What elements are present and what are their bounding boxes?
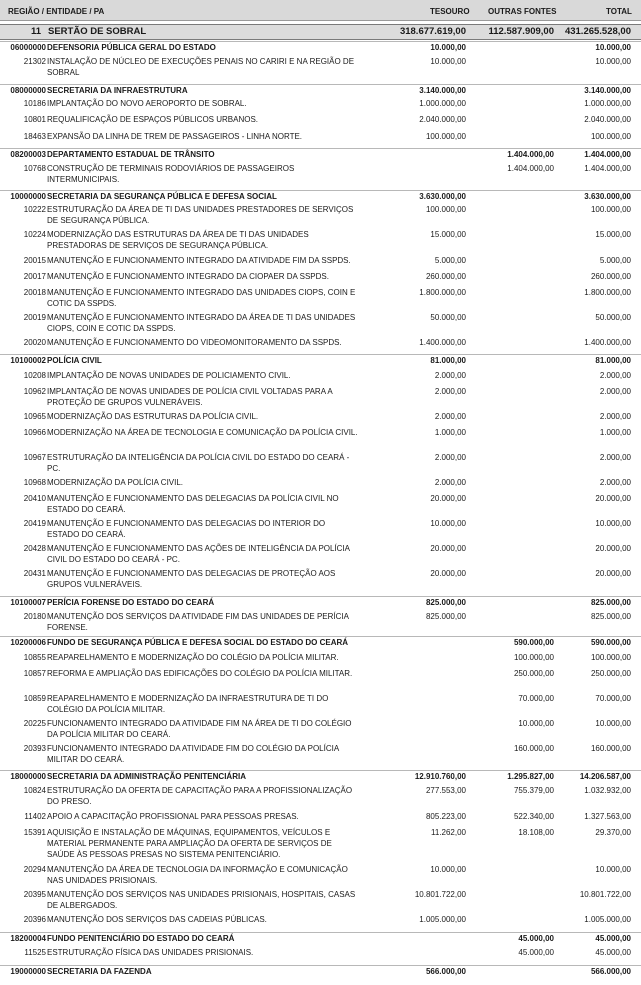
row-code: 08200003 xyxy=(10,150,46,159)
row-code: 20428 xyxy=(23,544,46,553)
row-code: 20410 xyxy=(23,494,46,503)
entity-row xyxy=(0,41,641,52)
entity-row xyxy=(0,190,641,201)
row-total: 100.000,00 xyxy=(590,205,631,214)
row-code: 20393 xyxy=(23,744,46,753)
row-total: 10.000,00 xyxy=(595,719,631,728)
row-total: 3.140.000,00 xyxy=(584,86,631,95)
row-tesouro: 2.000,00 xyxy=(434,478,466,487)
row-outras: 522.340,00 xyxy=(513,812,554,821)
row-code: 20020 xyxy=(23,338,46,347)
row-code: 10000000 xyxy=(10,192,46,201)
row-outras: 18.108,00 xyxy=(518,828,554,837)
row-total: 100.000,00 xyxy=(590,653,631,662)
region-code: 11 xyxy=(31,26,42,37)
row-name: REAPARELHAMENTO E MODERNIZAÇÃO DA INFRAESTRUTURA DE TI DO COLÉGIO DA POLÍCIA MILITAR. xyxy=(47,694,329,714)
row-tesouro: 5.000,00 xyxy=(434,256,466,265)
row-total: 1.400.000,00 xyxy=(584,338,631,347)
row-code: 10200006 xyxy=(10,638,46,647)
row-code: 10100002 xyxy=(10,356,46,365)
row-total: 14.206.587,00 xyxy=(579,772,631,781)
row-name: ESTRUTURAÇÃO FÍSICA DAS UNIDADES PRISIONAIS. xyxy=(47,948,254,957)
row-tesouro: 12.910.760,00 xyxy=(414,772,466,781)
row-tesouro: 11.262,00 xyxy=(431,828,466,837)
row-outras: 1.295.827,00 xyxy=(507,772,554,781)
row-total: 2.000,00 xyxy=(599,387,631,396)
row-total: 81.000,00 xyxy=(595,356,631,365)
row-tesouro: 100.000,00 xyxy=(425,205,466,214)
row-name: MANUTENÇÃO E FUNCIONAMENTO INTEGRADO DAS UNIDADES CIOPS, COIN E COTIC DA SSPDS. xyxy=(47,288,356,308)
entity-row xyxy=(0,932,641,943)
row-code: 10824 xyxy=(23,786,46,795)
row-code: 10966 xyxy=(23,428,46,437)
row-name: MANUTENÇÃO DOS SERVIÇOS DA ATIVIDADE FIM DAS UNIDADES DE PERÍCIA FORENSE. xyxy=(47,612,349,632)
row-total: 50.000,00 xyxy=(595,313,631,322)
row-total: 10.000,00 xyxy=(595,865,631,874)
entity-row xyxy=(0,354,641,365)
row-outras: 70.000,00 xyxy=(518,694,554,703)
row-total: 1.005.000,00 xyxy=(584,915,631,924)
row-code: 10968 xyxy=(23,478,46,487)
row-name: CONSTRUÇÃO DE TERMINAIS RODOVIÁRIOS DE PASSAGEIROS INTERMUNICIPAIS. xyxy=(47,164,295,184)
row-tesouro: 566.000,00 xyxy=(425,967,466,976)
row-name: MODERNIZAÇÃO NA ÁREA DE TECNOLOGIA E COMUNICAÇÃO DA POLÍCIA CIVIL. xyxy=(47,428,358,437)
row-tesouro: 2.000,00 xyxy=(434,387,466,396)
row-name: MANUTENÇÃO E FUNCIONAMENTO INTEGRADO DA CIOPAER DA SSPDS. xyxy=(47,272,329,281)
row-name: INSTALAÇÃO DE NÚCLEO DE EXECUÇÕES PENAIS NO CARIRI E NA REGIÃO DE SOBRAL xyxy=(47,57,355,77)
row-code: 20019 xyxy=(23,313,46,322)
row-name: IMPLANTAÇÃO DE NOVAS UNIDADES DE POLÍCIA CIVIL VOLTADAS PARA A PROTEÇÃO DE GRUPOS VULNERÁVEIS. xyxy=(47,387,333,407)
row-outras: 45.000,00 xyxy=(518,948,554,957)
row-name: SECRETARIA DA ADMINISTRAÇÃO PENITENCIÁRIA xyxy=(47,772,246,781)
region-total: 431.265.528,00 xyxy=(564,26,631,37)
row-tesouro: 2.000,00 xyxy=(434,453,466,462)
row-total: 5.000,00 xyxy=(599,256,631,265)
row-total: 20.000,00 xyxy=(595,569,631,578)
row-outras: 1.404.000,00 xyxy=(507,164,554,173)
row-name: MANUTENÇÃO E FUNCIONAMENTO DO VIDEOMONITORAMENTO DA SSPDS. xyxy=(47,338,342,347)
row-code: 20225 xyxy=(23,719,46,728)
row-total: 160.000,00 xyxy=(590,744,631,753)
row-tesouro: 277.553,00 xyxy=(425,786,466,795)
row-total: 2.000,00 xyxy=(599,453,631,462)
row-name: MANUTENÇÃO DOS SERVIÇOS NAS UNIDADES PRISIONAIS, HOSPITAIS, CASAS DE ALBERGADOS. xyxy=(47,890,356,910)
row-name: MANUTENÇÃO E FUNCIONAMENTO DAS DELEGACIAS DA POLÍCIA CIVIL NO ESTADO DO CEARÁ. xyxy=(47,494,339,514)
row-tesouro: 81.000,00 xyxy=(430,356,466,365)
header-outras-label: OUTRAS FONTES xyxy=(488,7,557,16)
row-code: 10967 xyxy=(23,453,46,462)
row-tesouro: 825.000,00 xyxy=(425,598,466,607)
row-name: MANUTENÇÃO DA ÁREA DE TECNOLOGIA DA INFORMAÇÃO E COMUNICAÇÃO NAS UNIDADES PRISIONAIS. xyxy=(47,865,348,885)
entity-row xyxy=(0,84,641,95)
row-tesouro: 1.000,00 xyxy=(434,428,466,437)
row-tesouro: 3.140.000,00 xyxy=(419,86,466,95)
row-code: 20395 xyxy=(23,890,46,899)
row-code: 18200004 xyxy=(10,934,46,943)
row-name: FUNCIONAMENTO INTEGRADO DA ATIVIDADE FIM NA ÁREA DE TI DO COLÉGIO DA POLÍCIA MILITAR DO CEARÁ. xyxy=(47,719,352,739)
row-name: MANUTENÇÃO E FUNCIONAMENTO DAS AÇÕES DE INTELIGÊNCIA DA POLÍCIA CIVIL DO ESTADO DO CEARÁ - PC. xyxy=(47,544,350,564)
entity-row xyxy=(0,148,641,159)
row-code: 10224 xyxy=(23,230,46,239)
row-tesouro: 10.000,00 xyxy=(430,57,466,66)
row-name: IMPLANTAÇÃO DO NOVO AEROPORTO DE SOBRAL. xyxy=(47,99,247,108)
row-total: 10.801.722,00 xyxy=(579,890,631,899)
entity-row xyxy=(0,636,641,647)
row-total: 1.032.932,00 xyxy=(584,786,631,795)
row-total: 45.000,00 xyxy=(595,934,631,943)
row-code: 20017 xyxy=(23,272,46,281)
row-tesouro: 20.000,00 xyxy=(430,569,466,578)
row-total: 2.040.000,00 xyxy=(584,115,631,124)
row-code: 10801 xyxy=(23,115,46,124)
row-total: 2.000,00 xyxy=(599,478,631,487)
row-total: 29.370,00 xyxy=(595,828,631,837)
row-total: 15.000,00 xyxy=(595,230,631,239)
row-name: MANUTENÇÃO E FUNCIONAMENTO INTEGRADO DA ÁREA DE TI DAS UNIDADES CIOPS, COIN E COTIC DA SSPDS. xyxy=(47,313,356,333)
row-total: 1.000.000,00 xyxy=(584,99,631,108)
row-total: 590.000,00 xyxy=(590,638,631,647)
row-code: 19000000 xyxy=(10,967,46,976)
row-name: SECRETARIA DA SEGURANÇA PÚBLICA E DEFESA SOCIAL xyxy=(47,192,277,201)
row-tesouro: 100.000,00 xyxy=(425,132,466,141)
row-name: REAPARELHAMENTO E MODERNIZAÇÃO DO COLÉGIO DA POLÍCIA MILITAR. xyxy=(47,653,339,662)
row-name: MANUTENÇÃO E FUNCIONAMENTO DAS DELEGACIAS DE PROTEÇÃO AOS GRUPOS VULNERÁVEIS. xyxy=(47,569,336,589)
region-name: SERTÃO DE SOBRAL xyxy=(48,26,147,37)
row-code: 20419 xyxy=(23,519,46,528)
row-code: 10859 xyxy=(23,694,46,703)
row-total: 20.000,00 xyxy=(595,544,631,553)
row-code: 10208 xyxy=(23,371,46,380)
row-tesouro: 20.000,00 xyxy=(430,494,466,503)
row-code: 20396 xyxy=(23,915,46,924)
row-name: MODERNIZAÇÃO DAS ESTRUTURAS DA POLÍCIA CIVIL. xyxy=(47,412,259,421)
row-tesouro: 10.801.722,00 xyxy=(414,890,466,899)
row-name: ESTRUTURAÇÃO DA INTELIGÊNCIA DA POLÍCIA CIVIL DO ESTADO DO CEARÁ - PC. xyxy=(47,453,350,473)
row-total: 45.000,00 xyxy=(595,948,631,957)
row-total: 1.000,00 xyxy=(599,428,631,437)
row-tesouro: 1.000.000,00 xyxy=(419,99,466,108)
row-tesouro: 20.000,00 xyxy=(430,544,466,553)
row-code: 20015 xyxy=(23,256,46,265)
region-row xyxy=(0,24,641,40)
row-total: 1.404.000,00 xyxy=(584,150,631,159)
row-total: 1.800.000,00 xyxy=(584,288,631,297)
row-total: 1.327.563,00 xyxy=(584,812,631,821)
header-tesouro-label: TESOURO xyxy=(430,7,470,16)
row-outras: 160.000,00 xyxy=(513,744,554,753)
row-code: 08000000 xyxy=(10,86,46,95)
row-name: APOIO A CAPACITAÇÃO PROFISSIONAL PARA PESSOAS PRESAS. xyxy=(47,812,299,821)
row-tesouro: 10.000,00 xyxy=(430,865,466,874)
row-name: MANUTENÇÃO E FUNCIONAMENTO DAS DELEGACIAS DO INTERIOR DO ESTADO DO CEARÁ. xyxy=(47,519,326,539)
row-code: 10100007 xyxy=(10,598,46,607)
row-name: FUNDO PENITENCIÁRIO DO ESTADO DO CEARÁ xyxy=(47,934,235,943)
row-name: PERÍCIA FORENSE DO ESTADO DO CEARÁ xyxy=(47,598,215,607)
row-code: 20431 xyxy=(23,569,46,578)
row-name: REQUALIFICAÇÃO DE ESPAÇOS PÚBLICOS URBANOS. xyxy=(47,115,259,124)
row-tesouro: 3.630.000,00 xyxy=(419,192,466,201)
row-total: 100.000,00 xyxy=(590,132,631,141)
row-code: 06000000 xyxy=(10,43,46,52)
row-name: DEFENSORIA PÚBLICA GERAL DO ESTADO xyxy=(47,43,216,52)
row-code: 20294 xyxy=(23,865,46,874)
row-code: 10965 xyxy=(23,412,46,421)
row-code: 10962 xyxy=(23,387,46,396)
row-name: POLÍCIA CIVIL xyxy=(47,356,102,365)
row-total: 2.000,00 xyxy=(599,371,631,380)
row-tesouro: 1.005.000,00 xyxy=(419,915,466,924)
row-tesouro: 260.000,00 xyxy=(425,272,466,281)
row-tesouro: 1.800.000,00 xyxy=(419,288,466,297)
row-tesouro: 2.040.000,00 xyxy=(419,115,466,124)
row-tesouro: 825.000,00 xyxy=(425,612,466,621)
row-name: MODERNIZAÇÃO DAS ESTRUTURAS DA ÁREA DE TI DAS UNIDADES PRESTADORAS DE SERVIÇOS DE SEGURANÇA PÚBLICA. xyxy=(47,230,309,250)
row-tesouro: 15.000,00 xyxy=(430,230,466,239)
row-total: 260.000,00 xyxy=(590,272,631,281)
row-total: 10.000,00 xyxy=(595,57,631,66)
row-code: 10855 xyxy=(23,653,46,662)
row-code: 10857 xyxy=(23,669,46,678)
row-total: 1.404.000,00 xyxy=(584,164,631,173)
row-outras: 590.000,00 xyxy=(513,638,554,647)
row-code: 18463 xyxy=(23,132,46,141)
row-code: 10222 xyxy=(23,205,46,214)
row-code: 21302 xyxy=(23,57,46,66)
row-tesouro: 50.000,00 xyxy=(430,313,466,322)
entity-row xyxy=(0,965,641,976)
row-code: 20180 xyxy=(23,612,46,621)
row-outras: 250.000,00 xyxy=(513,669,554,678)
row-code: 18000000 xyxy=(10,772,46,781)
row-name: REFORMA E AMPLIAÇÃO DAS EDIFICAÇÕES DO COLÉGIO DA POLÍCIA MILITAR. xyxy=(47,669,353,678)
row-total: 825.000,00 xyxy=(590,598,631,607)
row-name: MODERNIZAÇÃO DA POLÍCIA CIVIL. xyxy=(47,478,184,487)
table-header xyxy=(0,0,641,21)
entity-row xyxy=(0,770,641,781)
row-outras: 100.000,00 xyxy=(513,653,554,662)
row-name: FUNDO DE SEGURANÇA PÚBLICA E DEFESA SOCIAL DO ESTADO DO CEARÁ xyxy=(47,638,349,647)
row-total: 20.000,00 xyxy=(595,494,631,503)
row-code: 10186 xyxy=(23,99,46,108)
row-code: 20018 xyxy=(23,288,46,297)
row-total: 70.000,00 xyxy=(595,694,631,703)
row-code: 10768 xyxy=(23,164,46,173)
row-code: 15391 xyxy=(23,828,46,837)
row-name: MANUTENÇÃO E FUNCIONAMENTO INTEGRADO DA ATIVIDADE FIM DA SSPDS. xyxy=(47,256,351,265)
row-tesouro: 2.000,00 xyxy=(434,371,466,380)
row-outras: 755.379,00 xyxy=(513,786,554,795)
header-total-label: TOTAL xyxy=(606,7,632,16)
region-outras: 112.587.909,00 xyxy=(488,26,554,37)
row-name: MANUTENÇÃO DOS SERVIÇOS DAS CADEIAS PÚBLICAS. xyxy=(47,915,267,924)
row-outras: 1.404.000,00 xyxy=(507,150,554,159)
row-total: 10.000,00 xyxy=(595,43,631,52)
row-name: IMPLANTAÇÃO DE NOVAS UNIDADES DE POLICIAMENTO CIVIL. xyxy=(47,371,291,380)
row-name: EXPANSÃO DA LINHA DE TREM DE PASSAGEIROS - LINHA NORTE. xyxy=(47,132,303,141)
row-name: ESTRUTURAÇÃO DA OFERTA DE CAPACITAÇÃO PARA A PROFISSIONALIZAÇÃO DO PRESO. xyxy=(47,786,353,806)
row-name: SECRETARIA DA INFRAESTRUTURA xyxy=(47,86,188,95)
header-region-label: REGIÃO / ENTIDADE / PA xyxy=(8,7,105,16)
row-outras: 10.000,00 xyxy=(518,719,554,728)
row-name: FUNCIONAMENTO INTEGRADO DA ATIVIDADE FIM DO COLÉGIO DA POLÍCIA MILITAR DO CEARÁ. xyxy=(47,744,339,764)
row-code: 11402 xyxy=(24,812,46,821)
row-name: SECRETARIA DA FAZENDA xyxy=(47,967,152,976)
row-code: 11525 xyxy=(24,948,46,957)
row-outras: 45.000,00 xyxy=(518,934,554,943)
row-name: AQUISIÇÃO E INSTALAÇÃO DE MÁQUINAS, EQUIPAMENTOS, VEÍCULOS E MATERIAL PERMANENTE PARA AMPLIAÇÃO DA OFERTA DE SERVIÇOS DE SAÚDE ÀS PESSOAS PRESAS NO SISTEMA PENITENCIÁRIO. xyxy=(47,828,332,859)
row-total: 10.000,00 xyxy=(595,519,631,528)
entity-row xyxy=(0,596,641,607)
row-tesouro: 1.400.000,00 xyxy=(419,338,466,347)
row-tesouro: 10.000,00 xyxy=(430,519,466,528)
row-tesouro: 2.000,00 xyxy=(434,412,466,421)
row-name: ESTRUTURAÇÃO DA ÁREA DE TI DAS UNIDADES PRESTADORES DE SERVIÇOS DE SEGURANÇA PÚBLICA. xyxy=(47,205,354,225)
row-total: 2.000,00 xyxy=(599,412,631,421)
region-tesouro: 318.677.619,00 xyxy=(399,26,466,37)
row-tesouro: 10.000,00 xyxy=(430,43,466,52)
row-total: 3.630.000,00 xyxy=(584,192,631,201)
row-total: 566.000,00 xyxy=(590,967,631,976)
row-name: DEPARTAMENTO ESTADUAL DE TRÂNSITO xyxy=(47,150,215,159)
row-tesouro: 805.223,00 xyxy=(425,812,466,821)
row-total: 250.000,00 xyxy=(590,669,631,678)
row-total: 825.000,00 xyxy=(590,612,631,621)
